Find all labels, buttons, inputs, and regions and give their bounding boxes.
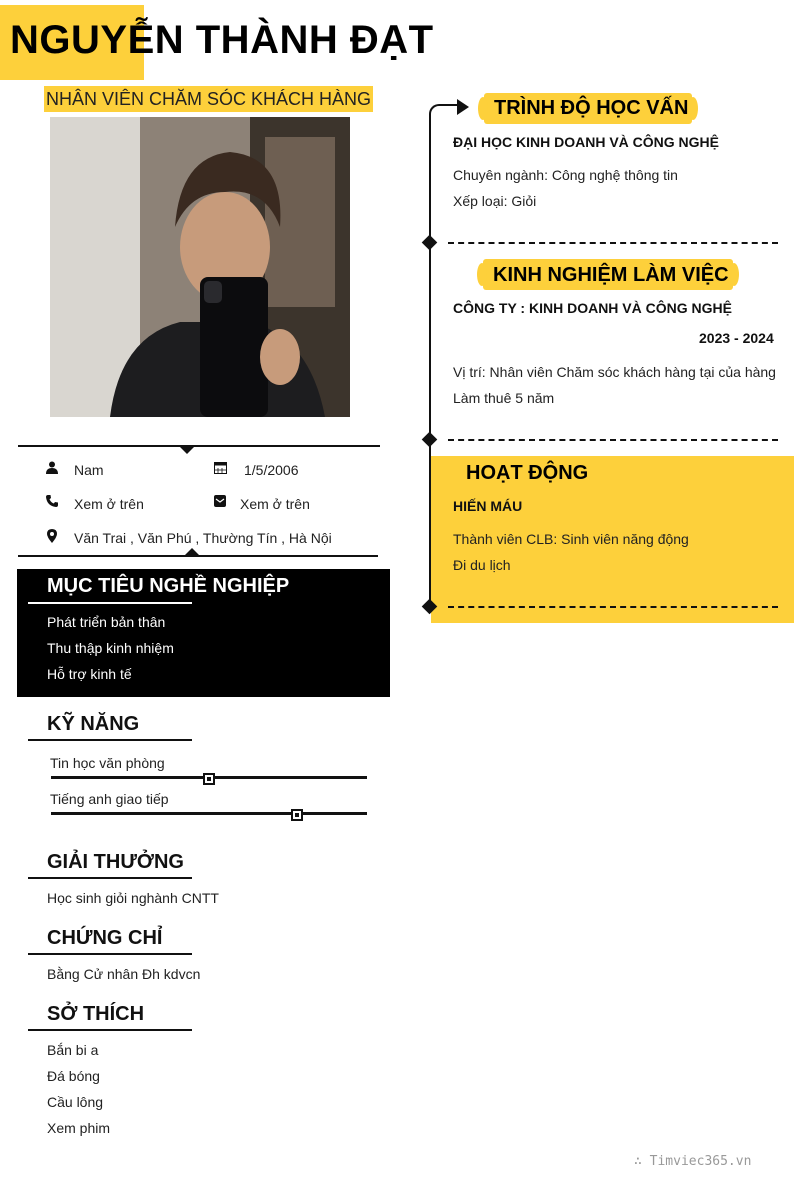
skill-level-knob (291, 809, 303, 821)
timeline-arrow-head (457, 99, 469, 115)
experience-role: Vị trí: Nhân viên Chăm sóc khách hàng tại của hàng (453, 364, 776, 380)
info-birthday: 1/5/2006 (244, 462, 299, 478)
objective-item: Phát triển bản thân (47, 614, 166, 630)
info-top-divider (18, 445, 380, 447)
activity-item: Thành viên CLB: Sinh viên năng động (453, 531, 689, 547)
position-title: NHÂN VIÊN CHĂM SÓC KHÁCH HÀNG (44, 86, 373, 112)
certificate-item: Bằng Cử nhân Đh kdvcn (47, 966, 201, 982)
skill-name: Tin học văn phòng (50, 755, 165, 771)
section-divider (448, 242, 778, 244)
portrait-photo (50, 117, 350, 417)
skill-name: Tiếng anh giao tiếp (50, 791, 169, 807)
section-divider (448, 439, 778, 441)
activity-item: Đi du lịch (453, 557, 511, 573)
objective-title: MỤC TIÊU NGHỀ NGHIỆP (47, 575, 290, 597)
activity-name: HIẾN MÁU (453, 498, 523, 514)
objective-title-underline (28, 602, 192, 604)
divider-arrow-down (179, 446, 195, 454)
calendar-icon (212, 461, 228, 477)
skills-title: KỸ NĂNG (47, 713, 140, 735)
info-gender: Nam (74, 462, 104, 478)
info-bottom-divider (18, 555, 378, 557)
experience-company: CÔNG TY : KINH DOANH VÀ CÔNG NGHỆ (453, 300, 732, 316)
timeline-marker (422, 432, 438, 448)
location-icon (44, 529, 60, 545)
timeline-line (429, 118, 431, 608)
awards-title: GIẢI THƯỞNG (47, 851, 184, 873)
activities-title: HOẠT ĐỘNG (466, 462, 589, 484)
email-icon (212, 495, 228, 511)
hobbies-title: SỞ THÍCH (47, 1003, 145, 1025)
education-school: ĐẠI HỌC KINH DOANH VÀ CÔNG NGHỆ (453, 134, 720, 150)
experience-detail: Làm thuê 5 năm (453, 390, 555, 406)
experience-period: 2023 - 2024 (699, 330, 774, 346)
info-address: Văn Trai , Văn Phú , Thường Tín , Hà Nội (74, 530, 332, 546)
section-divider (448, 606, 778, 608)
hobby-item: Bắn bi a (47, 1042, 99, 1058)
candidate-name: NGUYỄN THÀNH ĐẠT (10, 18, 434, 62)
phone-icon (44, 495, 60, 511)
footer-brand: ∴ Timviec365.vn (634, 1154, 752, 1169)
certificates-title: CHỨNG CHỈ (47, 927, 163, 949)
hobby-item: Đá bóng (47, 1068, 100, 1084)
skill-level-bar (51, 812, 367, 815)
info-email: Xem ở trên (240, 496, 310, 512)
education-major: Chuyên ngành: Công nghệ thông tin (453, 167, 678, 183)
education-grade: Xếp loại: Giỏi (453, 193, 537, 209)
objective-item: Thu thập kinh nhiệm (47, 640, 174, 656)
education-title: TRÌNH ĐỘ HỌC VẤN (494, 97, 689, 119)
award-item: Học sinh giỏi nghành CNTT (47, 890, 219, 906)
experience-title: KINH NGHIỆM LÀM VIỆC (493, 264, 729, 286)
info-phone: Xem ở trên (74, 496, 144, 512)
timeline-marker (422, 235, 438, 251)
hobbies-title-underline (28, 1029, 192, 1031)
timeline-arrow-curve (429, 104, 459, 122)
hobby-item: Xem phim (47, 1120, 111, 1136)
user-icon (44, 461, 60, 477)
awards-title-underline (28, 877, 192, 879)
certificates-title-underline (28, 953, 192, 955)
skills-title-underline (28, 739, 192, 741)
portrait-illustration (50, 117, 350, 417)
hobby-item: Cầu lông (47, 1094, 104, 1110)
skill-level-knob (203, 773, 215, 785)
objective-item: Hỗ trợ kinh tế (47, 666, 132, 682)
